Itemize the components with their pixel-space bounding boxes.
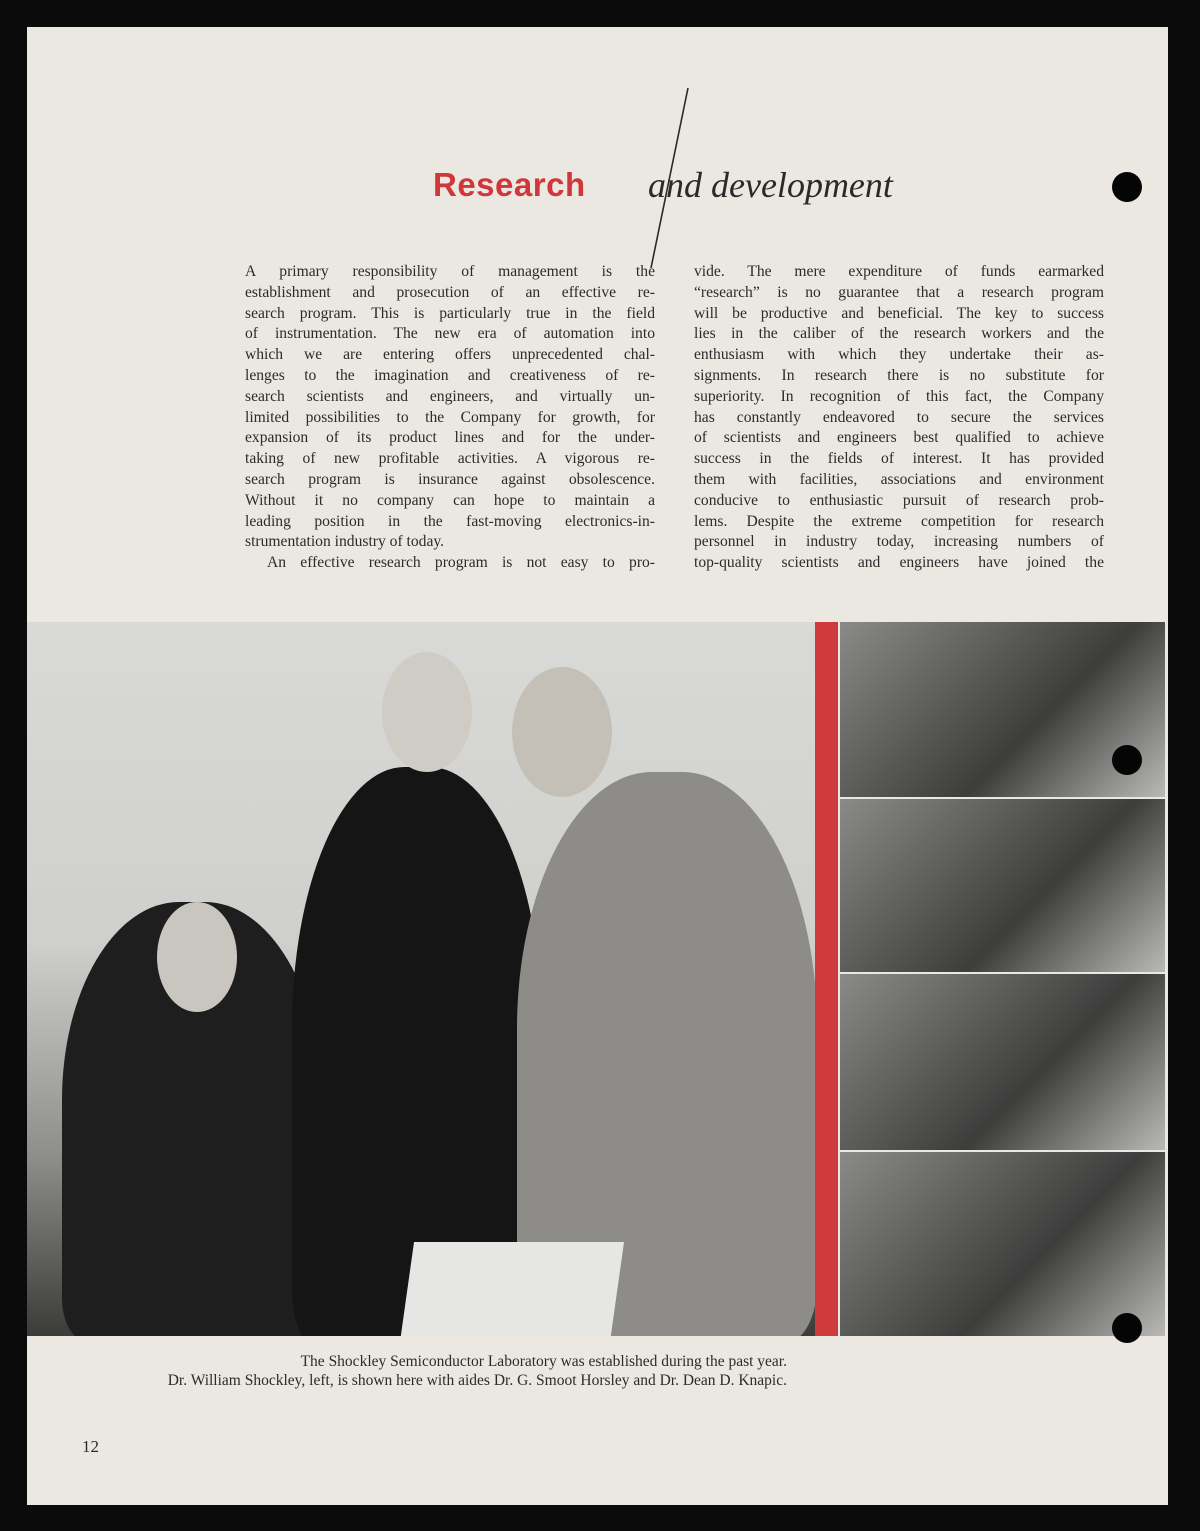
text-line: An effective research program is not easy to pro-	[267, 554, 655, 572]
side-photo-scientist-apparatus	[840, 1152, 1165, 1336]
text-line: A primary responsibility of management is the	[245, 263, 655, 280]
text-line: signments. In research there is no substitute for	[694, 366, 1104, 384]
text-line: search program. This is particularly true in the field	[245, 304, 655, 322]
text-line: of scientists and engineers best qualified to achieve	[694, 429, 1104, 447]
title-research: Research	[433, 166, 586, 203]
text-line: will be productive and beneficial. The key to success	[694, 304, 1104, 322]
punch-hole	[1112, 1313, 1142, 1343]
photo-caption	[168, 1352, 787, 1390]
caption-line-1: The Shockley Semiconductor Laboratory was established during the past year.	[300, 1353, 787, 1370]
text-line: enthusiasm with which they undertake their as-	[694, 346, 1104, 364]
text-line: leading position in the fast-moving electronics-in-	[245, 512, 655, 530]
text-line: search program is insurance against obsolescence.	[245, 470, 655, 488]
text-line: lems. Despite the extreme competition for research	[694, 512, 1104, 530]
text-line: vide. The mere expenditure of funds earmarked	[694, 263, 1104, 280]
text-line: taking of new profitable activities. A vigorous re-	[245, 450, 655, 468]
red-accent-bar	[815, 622, 838, 1336]
text-line: strumentation industry of today.	[245, 533, 445, 551]
text-line: success in the fields of interest. It has provided	[694, 450, 1104, 468]
caption-line-2: Dr. William Shockley, left, is shown here with aides Dr. G. Smoot Horsley and Dr. Dean D. Knapic.	[167, 1372, 787, 1389]
text-line: of instrumentation. The new era of automation into	[245, 325, 655, 343]
side-photo-technician-panel	[840, 799, 1165, 972]
text-column-right	[694, 262, 1104, 574]
text-line: search scientists and engineers, and virtually un-	[245, 387, 655, 405]
page-number: 12	[82, 1437, 99, 1456]
text-line: establishment and prosecution of an effective re-	[245, 283, 655, 301]
text-line: personnel in industry today, increasing numbers of	[694, 533, 1104, 551]
punch-hole	[1112, 745, 1142, 775]
text-line: “research” is no guarantee that a research program	[694, 283, 1104, 301]
text-line: conducive to enthusiastic pursuit of research prob-	[694, 491, 1104, 509]
title-slash-divider	[0, 0, 1200, 300]
main-photo-three-scientists	[27, 622, 815, 1336]
text-line: superiority. In recognition of this fact, the Company	[694, 387, 1104, 405]
text-line: Without it no company can hope to maintain a	[245, 491, 655, 509]
text-line: them with facilities, associations and environment	[694, 470, 1104, 488]
title-and-development: and development	[648, 165, 893, 205]
punch-hole	[1112, 172, 1142, 202]
text-line: has constantly endeavored to secure the services	[694, 408, 1104, 426]
text-line: lies in the caliber of the research workers and the	[694, 325, 1104, 343]
text-line: lenges to the imagination and creativeness of re-	[245, 366, 655, 384]
text-line: expansion of its product lines and for the under-	[245, 429, 655, 447]
text-line: top-quality scientists and engineers have joined the	[694, 554, 1104, 572]
text-line: which we are entering offers unprecedented chal-	[245, 346, 655, 364]
side-photo-two-engineers	[840, 974, 1165, 1150]
text-line: limited possibilities to the Company for growth, for	[245, 408, 655, 426]
text-column-left	[245, 262, 655, 574]
